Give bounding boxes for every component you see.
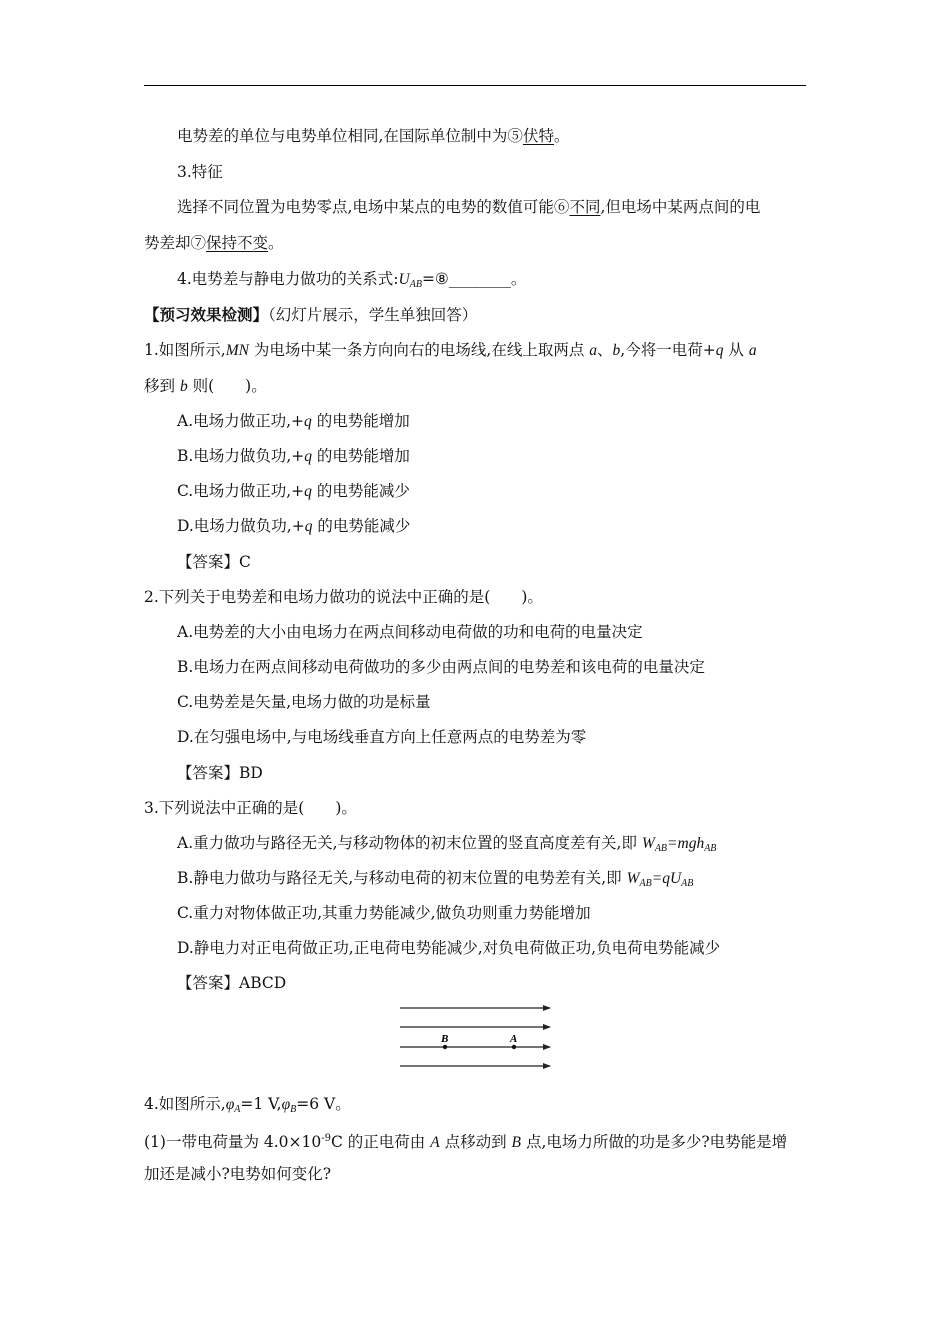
q3-answer: 【答案】ABCD: [177, 974, 287, 992]
text: ,但电场中某两点间的电: [600, 198, 761, 216]
text: 移到: [144, 377, 180, 395]
var-a: A: [430, 1134, 440, 1151]
q2-option-b: B.电场力在两点间移动电荷做功的多少由两点间的电势差和该电荷的电量决定: [177, 658, 705, 676]
sub: B: [290, 1104, 297, 1115]
text: 。: [510, 270, 527, 288]
q2-option-d: D.在匀强电场中,与电场线垂直方向上任意两点的电势差为零: [177, 728, 587, 746]
sub: AB: [681, 878, 694, 889]
text: 的电势能增加: [311, 447, 410, 465]
var-b: b: [179, 378, 188, 395]
formula: =qU: [651, 870, 682, 887]
text: =1 V,: [240, 1095, 282, 1113]
var-b: B: [511, 1134, 522, 1151]
text: 的电势能减少: [311, 482, 410, 500]
section-header: [144, 304, 477, 326]
sub: A: [234, 1104, 241, 1115]
point-b: [443, 1045, 447, 1049]
q3-option-c: C.重力对物体做正功,其重力势能减少,做负功则重力势能增加: [177, 904, 591, 922]
text: 。: [268, 234, 284, 252]
var-q: q: [715, 342, 724, 359]
var-phi: φ: [225, 1096, 235, 1113]
feature-line-1: [177, 196, 760, 218]
formula: =mgh: [667, 835, 705, 852]
q4-part1-line-1: [144, 1128, 787, 1154]
text: (1)一带电荷量为 4.0×10: [144, 1133, 322, 1151]
q1-option-b: [177, 445, 410, 468]
text: A.电场力做正功,+: [177, 412, 305, 430]
fill-answer-7: 保持不变: [206, 234, 269, 252]
text: 4.如图所示,: [144, 1095, 226, 1113]
var-q: q: [304, 448, 312, 465]
text: =6 V。: [296, 1095, 351, 1113]
text: 势差却⑦: [144, 234, 207, 252]
var-mn: MN: [225, 342, 249, 359]
text: 点,电场力所做的功是多少?电势能是增: [521, 1133, 788, 1151]
text: 为电场中某一条方向向右的电场线,在线上取两点: [248, 341, 590, 359]
var-a: a: [748, 342, 757, 359]
text: ,今将一电荷+: [620, 341, 716, 359]
q2-option-c: C.电势差是矢量,电场力做的功是标量: [177, 693, 431, 711]
sub: AB: [409, 279, 422, 290]
q3-option-a: [177, 832, 716, 860]
q1-option-c: [177, 480, 410, 503]
sub: AB: [639, 878, 652, 889]
heading-4: [177, 268, 526, 296]
text: A.重力做功与路径无关,与移动物体的初末位置的竖直高度差有关,即: [177, 834, 642, 852]
text: 4.电势差与静电力做功的关系式:: [177, 270, 399, 288]
text: 1.如图所示,: [144, 341, 226, 359]
feature-line-2: [144, 232, 284, 254]
fill-answer-5: 伏特: [522, 127, 554, 145]
label-a: A: [510, 1033, 518, 1045]
var-w: W: [641, 835, 655, 852]
var-u: U: [398, 271, 410, 288]
label-b: B: [441, 1033, 449, 1045]
text: 、: [597, 341, 613, 359]
var-phi: φ: [281, 1096, 291, 1113]
var-w: W: [626, 870, 640, 887]
q3-stem: 3.下列说法中正确的是( )。: [144, 799, 357, 817]
q2-answer: 【答案】BD: [177, 764, 263, 782]
q1-answer: 【答案】C: [177, 553, 251, 571]
sub: AB: [654, 843, 668, 854]
unit-line: [177, 125, 569, 147]
text: 点移动到: [439, 1133, 512, 1151]
q2-stem: 2.下列关于电势差和电场力做功的说法中正确的是( )。: [144, 588, 543, 606]
text: C 的正电荷由: [331, 1133, 431, 1151]
q1-option-a: [177, 410, 410, 433]
var-a: a: [589, 342, 598, 359]
q1-stem-line-2: [144, 375, 267, 398]
text: 的电势能减少: [312, 517, 411, 535]
q3-option-b: [177, 867, 693, 895]
text: 选择不同位置为电势零点,电场中某点的电势的数值可能⑥: [177, 198, 570, 216]
field-lines-figure: [396, 998, 556, 1076]
blank-8: ________: [448, 270, 511, 288]
q4-part1-line-2: 加还是减小?电势如何变化?: [144, 1165, 332, 1183]
sub: AB: [704, 843, 717, 854]
var-b: b: [612, 342, 621, 359]
var-q: q: [304, 518, 313, 535]
text: B.电场力做负功,+: [177, 447, 305, 465]
text: =⑧: [421, 270, 449, 288]
fill-answer-6: 不同: [569, 198, 601, 216]
exponent: -9: [321, 1133, 331, 1144]
text: D.电场力做负功,+: [177, 517, 305, 535]
q4-stem: [144, 1093, 351, 1121]
text: C.电场力做正功,+: [177, 482, 305, 500]
section-title: 【预习效果检测】: [144, 305, 269, 324]
header-rule: [144, 85, 806, 86]
point-a: [512, 1045, 516, 1049]
section-note: （幻灯片展示，学生单独回答）: [268, 306, 478, 324]
text: 则( )。: [187, 377, 267, 395]
text: 从: [723, 341, 749, 359]
text: B.静电力做功与路径无关,与移动电荷的初末位置的电势差有关,即: [177, 869, 627, 887]
q1-option-d: [177, 515, 410, 538]
heading-3: 3.特征: [177, 163, 223, 181]
text: 电势差的单位与电势单位相同,在国际单位制中为⑤: [177, 127, 523, 145]
q3-option-d: D.静电力对正电荷做正功,正电荷电势能减少,对负电荷做正功,负电荷电势能减少: [177, 939, 721, 957]
q2-option-a: A.电势差的大小由电场力在两点间移动电荷做的功和电荷的电量决定: [177, 623, 643, 641]
q1-stem-line-1: [144, 339, 757, 362]
text: 。: [553, 127, 570, 145]
var-q: q: [304, 483, 312, 500]
var-q: q: [304, 413, 312, 430]
text: 的电势能增加: [311, 412, 410, 430]
